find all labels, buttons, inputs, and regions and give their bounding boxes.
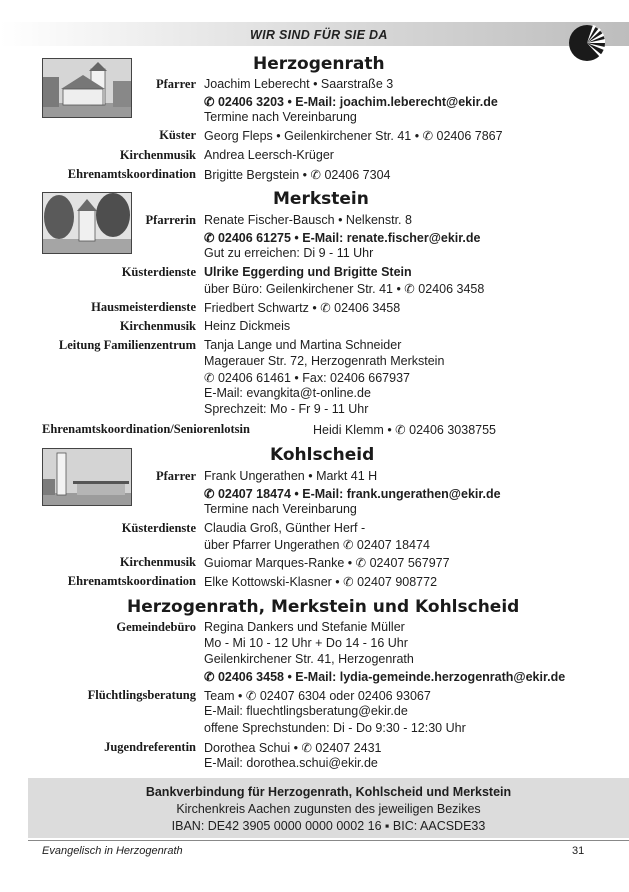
label-kirchenmusik-kohlscheid: Kirchenmusik: [119, 555, 196, 569]
pfarrer-kohlscheid-name: Frank Ungerathen • Markt 41 H: [204, 469, 378, 483]
label-familienzentrum: Leitung Familienzentrum: [58, 338, 196, 352]
label-kuesterdienste-kohlscheid: Küsterdienste: [121, 521, 196, 535]
label-kirchenmusik-herzogenrath: Kirchenmusik: [119, 148, 196, 162]
familienzentrum-phone: ✆ 02406 61461 • Fax: 02406 667937: [204, 371, 410, 385]
kirchenmusik-kohlscheid: Guiomar Marques-Ranke • ✆ 02407 567977: [204, 556, 450, 570]
label-kirchenmusik-merkstein: Kirchenmusik: [119, 319, 196, 333]
kuesterdienste-merkstein-names: Ulrike Eggerding und Brigitte Stein: [204, 265, 412, 279]
kirchenmusik-herzogenrath: Andrea Leersch-Krüger: [204, 148, 334, 162]
footer-rule: [28, 840, 629, 841]
label-jugendreferentin: Jugendreferentin: [104, 740, 196, 754]
section-title-merkstein: Merkstein: [273, 189, 369, 209]
section-title-herzogenrath: Herzogenrath: [253, 54, 385, 74]
fluechtlingsberatung-phone: Team • ✆ 02407 6304 oder 02406 93067: [204, 689, 431, 703]
label-gemeindebuero: Gemeindebüro: [116, 620, 196, 634]
familienzentrum-names: Tanja Lange und Martina Schneider: [204, 338, 402, 352]
label-kuester-herzogenrath: Küster: [159, 128, 196, 142]
ehrenamt-kohlscheid: Elke Kottowski-Klasner • ✆ 02407 908772: [204, 575, 438, 589]
label-ehrenamt-herzogenrath: Ehrenamtskoordination: [67, 167, 196, 181]
church-logo-icon: [568, 24, 606, 62]
jugendreferentin-email: E-Mail: dorothea.schui@ekir.de: [204, 756, 378, 770]
footer-publication: Evangelisch in Herzogenrath: [42, 845, 183, 857]
label-hausmeister-merkstein: Hausmeisterdienste: [91, 300, 196, 314]
kuesterdienste-kohlscheid-names: Claudia Groß, Günther Herf -: [204, 521, 366, 535]
kuesterdienste-merkstein-contact: über Büro: Geilenkirchener Str. 41 • ✆ 02406 3458: [204, 282, 485, 296]
gemeindebuero-names: Regina Dankers und Stefanie Müller: [204, 620, 405, 634]
fluechtlingsberatung-hours: offene Sprechstunden: Di - Do 9:30 - 12:30 Uhr: [204, 721, 466, 735]
familienzentrum-hours: Sprechzeit: Mo - Fr 9 - 11 Uhr: [204, 402, 369, 416]
label-fluechtlingsberatung: Flüchtlingsberatung: [87, 688, 196, 702]
gemeindebuero-phone: ✆ 02406 3458 • E-Mail: lydia-gemeinde.herzogenrath@ekir.de: [204, 670, 566, 684]
label-ehrenamt-kohlscheid: Ehrenamtskoordination: [67, 574, 196, 588]
label-kuesterdienste-merkstein: Küsterdienste: [121, 265, 196, 279]
pfarrer-kohlscheid-phone: ✆ 02407 18474 • E-Mail: frank.ungerathen@ekir.de: [204, 487, 501, 501]
familienzentrum-email: E-Mail: evangkita@t-online.de: [204, 386, 371, 400]
page-number: 31: [572, 845, 585, 857]
pfarrerin-merkstein-name: Renate Fischer-Bausch • Nelkenstr. 8: [204, 213, 412, 227]
pfarrer-kohlscheid-note: Termine nach Vereinbarung: [204, 502, 357, 516]
section-title-kohlscheid: Kohlscheid: [270, 445, 375, 465]
pfarrer-herzogenrath-phone: ✆ 02406 3203 • E-Mail: joachim.leberecht@ekir.de: [204, 95, 498, 109]
label-ehrenamt-senioren: Ehrenamtskoordination/Seniorenlotsin: [42, 422, 250, 436]
header-title: WIR SIND FÜR SIE DA: [250, 28, 388, 42]
label-pfarrerin-merkstein: Pfarrerin: [145, 213, 196, 227]
pfarrerin-merkstein-hours: Gut zu erreichen: Di 9 - 11 Uhr: [204, 246, 374, 260]
bank-title: Bankverbindung für Herzogenrath, Kohlscheid und Merkstein: [145, 785, 512, 799]
bank-line-2: Kirchenkreis Aachen zugunsten des jeweiligen Bezikes: [176, 802, 481, 816]
pfarrer-herzogenrath-note: Termine nach Vereinbarung: [204, 110, 357, 124]
label-pfarrer-herzogenrath: Pfarrer: [155, 77, 196, 91]
label-pfarrer-kohlscheid: Pfarrer: [155, 469, 196, 483]
gemeindebuero-address: Geilenkirchener Str. 41, Herzogenrath: [204, 652, 414, 666]
fluechtlingsberatung-email: E-Mail: fluechtlingsberatung@ekir.de: [204, 704, 408, 718]
gemeindebuero-hours: Mo - Mi 10 - 12 Uhr + Do 14 - 16 Uhr: [204, 636, 408, 650]
kirchenmusik-merkstein: Heinz Dickmeis: [204, 319, 291, 333]
bank-line-3: IBAN: DE42 3905 0000 0000 0002 16 ▪ BIC: AACSDE33: [171, 819, 486, 833]
kuesterdienste-kohlscheid-contact: über Pfarrer Ungerathen ✆ 02407 18474: [204, 538, 430, 552]
pfarrerin-merkstein-phone: ✆ 02406 61275 • E-Mail: renate.fischer@ekir.de: [204, 231, 481, 245]
kuester-herzogenrath: Georg Fleps • Geilenkirchener Str. 41 • ✆ 02406 7867: [204, 129, 503, 143]
jugendreferentin-phone: Dorothea Schui • ✆ 02407 2431: [204, 741, 382, 755]
familienzentrum-address: Magerauer Str. 72, Herzogenrath Merkstein: [204, 354, 445, 368]
ehrenamt-herzogenrath: Brigitte Bergstein • ✆ 02406 7304: [204, 168, 391, 182]
ehrenamt-senioren: Heidi Klemm • ✆ 02406 3038755: [313, 423, 497, 437]
hausmeister-merkstein: Friedbert Schwartz • ✆ 02406 3458: [204, 301, 401, 315]
pfarrer-herzogenrath-name: Joachim Leberecht • Saarstraße 3: [204, 77, 394, 91]
section-title-combined: Herzogenrath, Merkstein und Kohlscheid: [127, 597, 520, 617]
